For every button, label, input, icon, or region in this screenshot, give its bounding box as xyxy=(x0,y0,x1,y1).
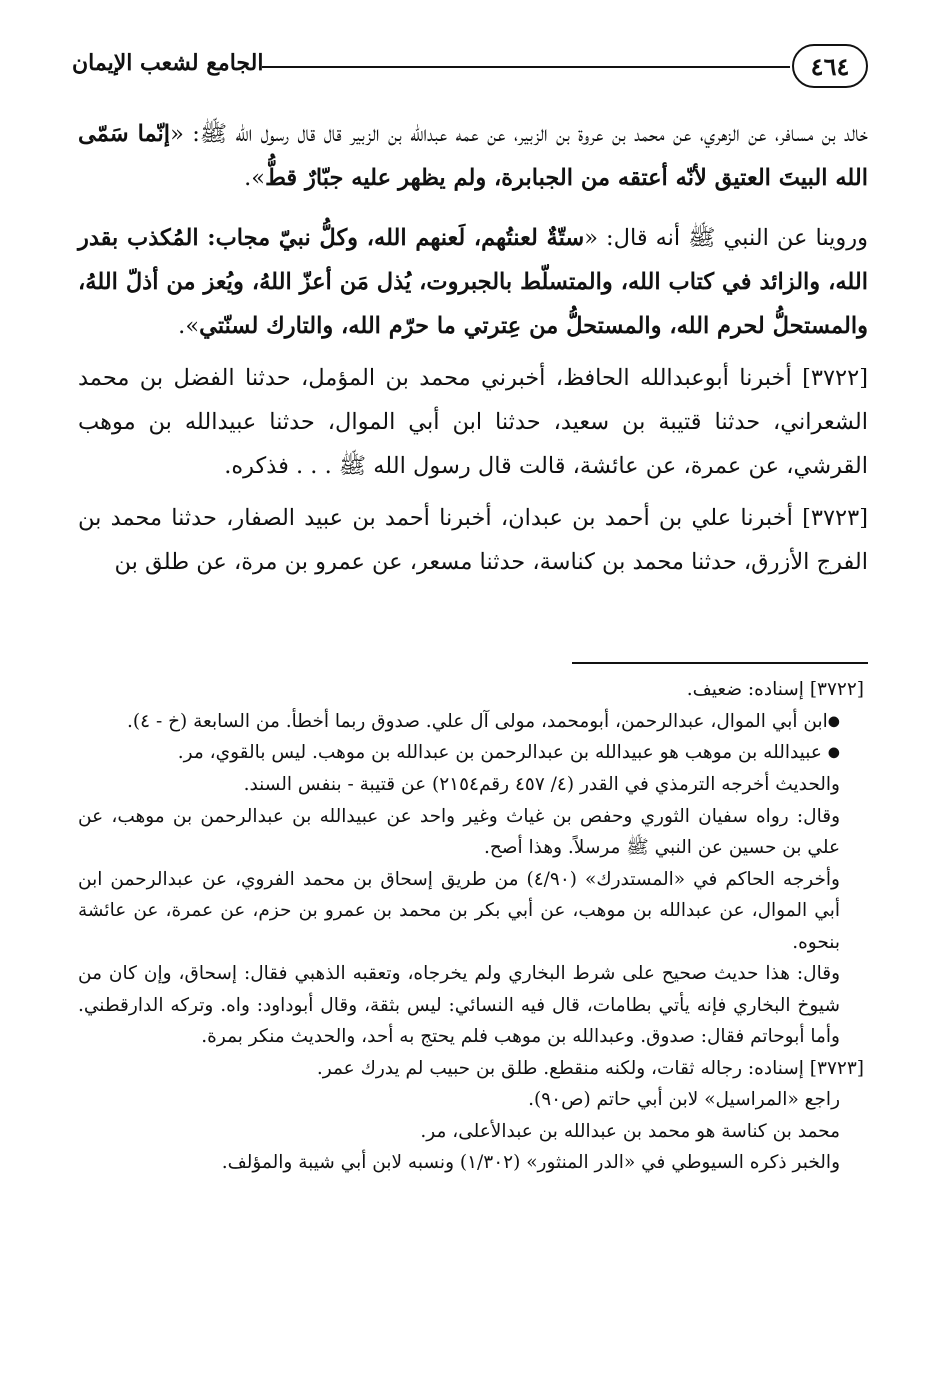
footnote-3723-line-3: محمد بن كناسة هو محمد بن عبدالله بن عبدالأعلى، مر. xyxy=(420,1120,840,1142)
paragraph-1 xyxy=(78,112,868,200)
p2-intro: وروينا عن النبي ﷺ أنه قال: « xyxy=(584,225,868,251)
paragraph-3723: [٣٧٢٣] أخبرنا علي بن أحمد بن عبدان، أخبرنا أحمد بن عبيد الصفار، حدثنا محمد بن الفرج الأزرق، حدثنا محمد بن كناسة، حدثنا مسعر، عن عمرو بن مرة، عن طلق بن xyxy=(78,505,868,575)
footnote-3722-line-6: وقال: هذا حديث صحيح على شرط البخاري ولم يخرجاه، وتعقبه الذهبي فقال: إسحاق، وإن كان من شيوخ البخاري فإنه يأتي بطامات، قال فيه النسائي: ليس بثقة، وقال أبوداود: واه. وتركه الدارقطني. وأما أبوحاتم فقال: صدوق. وعبدالله بن موهب فلم يحتج به أحد، والحديث منكر بمرة. xyxy=(78,963,840,1047)
hadith-text-1: إنّما سَمّى الله البيتَ العتيق لأنّه أعتقه من الجبابرة، ولم يظهر xyxy=(78,121,868,191)
footnote-3722-line-3: والحديث أخرجه الترمذي في القدر (٤/ ٤٥٧ رقم٢١٥٤) عن قتيبة - بنفس السند. xyxy=(243,774,840,795)
footnote-3723-line-2: راجع «المراسيل» لابن أبي حاتم (ص٩٠). xyxy=(528,1089,840,1110)
hadith-text-1-end: عليه جبّارٌ قطُّ xyxy=(265,165,392,191)
bullet-icon: ● xyxy=(827,744,840,761)
footnote-3722-bullet-1-text: ابن أبي الموال، عبدالرحمن، أبومحمد، مولى آل علي. صدوق ربما أخطأ. من السابعة (خ - ٤). xyxy=(127,710,828,732)
footnote-3722-line-5: وأخرجه الحاكم في «المستدرك» (٤/٩٠) من طريق إسحاق بن محمد الفروي، عن عبدالرحمن ابن أبي الموال، عن عبدالله بن موهب، عن أبي بكر بن محمد بن عمرو بن حزم، عن عمرة، عن عائشة بنحوه. xyxy=(78,868,840,953)
footnote-3722-bullet-1 xyxy=(78,706,864,738)
footnotes xyxy=(78,672,864,1179)
footnote-3722-line-4: وقال: رواه سفيان الثوري وحفص بن غياث وغير واحد عن عبيدالله بن عبدالرحمن بن موهب، عن علي بن حسين عن النبي ﷺ مرسلاً. وهذا أصح. xyxy=(78,805,840,858)
p1-line1: خالد بن مسافر، عن الزهري، عن محمد بن عروة بن الزبير، عن عمه عبدالله بن الزبير xyxy=(350,121,869,147)
bullet-icon: ● xyxy=(827,712,840,729)
footnote-3722-bullet-2 xyxy=(78,737,864,769)
page-header xyxy=(72,36,868,100)
paragraph-3722: [٣٧٢٢] أخبرنا أبوعبدالله الحافظ، أخبرني محمد بن المؤمل، حدثنا الفضل بن محمد الشعراني، حدثنا قتيبة بن سعيد، حدثنا ابن أبي الموال، حدثنا عبيدالله بن موهب القرشي، عن عمرة، عن عائشة، قالت قال رسول الله ﷺ . . . فذكره. xyxy=(78,365,868,479)
p1-close: ». xyxy=(244,165,266,191)
main-text xyxy=(78,112,868,592)
p1-line2-plain: قال قال رسول الله ﷺ: « xyxy=(170,121,342,147)
footnote-3723-head: [٣٧٢٣] إسناده: رجاله ثقات، ولكنه منقطع. طلق بن حبيب لم يدرك عمر. xyxy=(316,1057,864,1079)
paragraph-2 xyxy=(78,216,868,348)
book-title: الجامع لشعب الإيمان xyxy=(72,50,264,76)
footnote-separator xyxy=(572,662,868,664)
p2-close: ». xyxy=(178,313,200,339)
footnote-3722-bullet-2-text: عبيدالله بن موهب هو عبيدالله بن عبدالرحمن بن عبدالله بن موهب. ليس بالقوي، مر. xyxy=(177,742,822,764)
header-rule xyxy=(262,66,790,68)
hadith-text-2: ستّةٌ لعنتُهم، لَعنهم الله، وكلُّ نبيّ مجاب: المُكذب بقدر الله، والزائد في كتاب الله، والمتسلّط بالجبروت، يُذل مَن أعزّ اللهُ، ويُعز من أذلّ اللهُ، والمستحلُّ لحرم الله، والمستحلُّ من عِترتي ما حرّم الله، والتارك لسنّتي xyxy=(78,225,868,339)
footnote-3723-line-4: والخبر ذكره السيوطي في «الدر المنثور» (١/٣٠٢) ونسبه لابن أبي شيبة والمؤلف. xyxy=(221,1152,840,1173)
page-number: ٤٦٤ xyxy=(792,44,868,88)
footnote-3722-head: [٣٧٢٢] إسناده: ضعيف. xyxy=(686,679,864,700)
